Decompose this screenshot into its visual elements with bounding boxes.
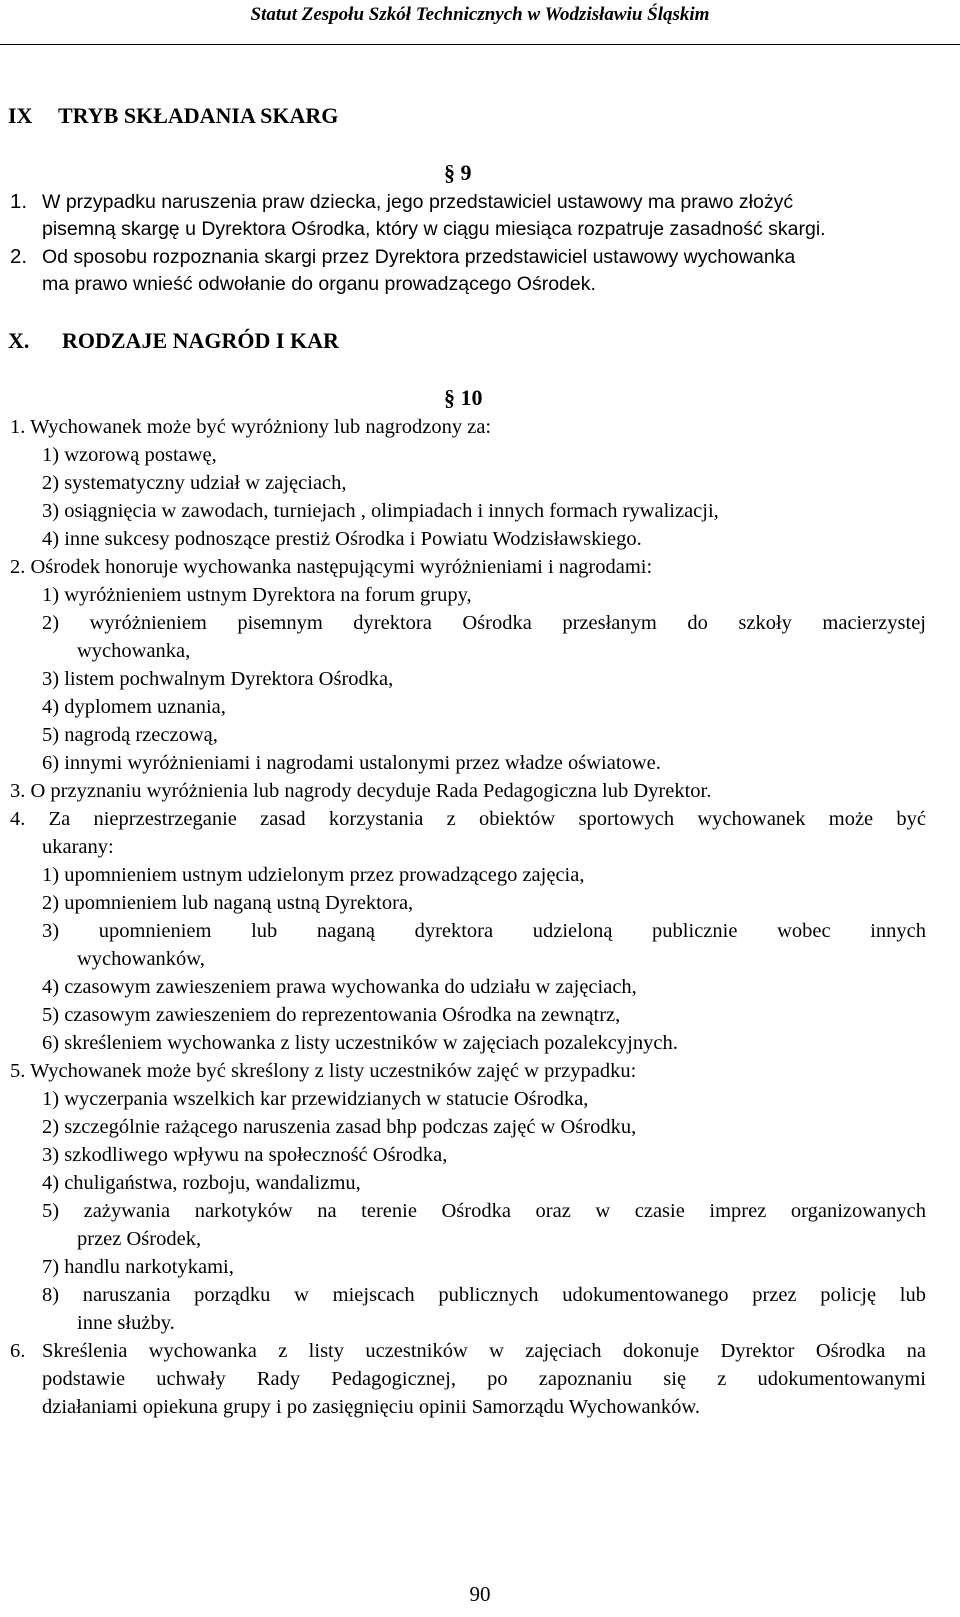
paragraph-10-sign: § 10 [444,385,483,410]
s10-item-5-sub-5: 5) zażywania narkotyków na terenie Ośrodka oraz w czasie imprez organizowanych [42,1200,926,1222]
s9-item-2-line-2: ma prawo wnieść odwołanie do organu prowadzącego Ośrodek. [42,273,596,295]
section-x-number: X. [8,328,30,353]
s9-item-1-line-2: pisemną skargę u Dyrektora Ośrodka, który w ciągu miesiąca rozpatruje zasadność skargi. [42,218,826,240]
s10-item-4: 4. Za nieprzestrzeganie zasad korzystania z obiektów sportowych wychowanek może być [10,808,926,830]
s9-item-1-number: 1. [10,190,28,213]
s10-item-6-line-2: podstawie uchwały Rady Pedagogicznej, po zapoznaniu się z udokumentowanymi [42,1368,926,1390]
s10-item-5-sub-8-cont: inne służby. [77,1312,175,1334]
s10-item-4-cont: ukarany: [42,836,114,858]
s10-item-6-number: 6. [10,1340,26,1362]
page-header: Statut Zespołu Szkół Technicznych w Wodzisławiu Śląskim [0,0,960,45]
s10-item-5-sub-3: 3) szkodliwego wpływu na społeczność Ośrodka, [42,1144,448,1166]
page-number: 90 [469,1582,491,1606]
s10-item-1: 1. Wychowanek może być wyróżniony lub nagrodzony za: [10,416,492,438]
s10-item-5-sub-1: 1) wyczerpania wszelkich kar przewidzianych w statucie Ośrodka, [42,1088,589,1110]
s10-item-5-sub-7: 7) handlu narkotykami, [42,1256,234,1278]
s10-item-6-line-3: działaniami opiekuna grupy i po zasięgnięciu opinii Samorządu Wychowanków. [42,1396,701,1418]
s10-item-4-sub-3-cont: wychowanków, [77,948,205,970]
s10-item-2-sub-2-cont: wychowanka, [77,640,191,662]
s10-item-5-sub-4: 4) chuligaństwa, rozboju, wandalizmu, [42,1172,361,1194]
s10-item-5: 5. Wychowanek może być skreślony z listy uczestników zajęć w przypadku: [10,1060,637,1082]
s10-item-4-sub-5: 5) czasowym zawieszeniem do reprezentowania Ośrodka na zewnątrz, [42,1004,621,1026]
s10-item-2: 2. Ośrodek honoruje wychowanka następującymi wyróżnieniami i nagrodami: [10,556,653,578]
s10-item-1-sub-2: 2) systematyczny udział w zajęciach, [42,472,347,494]
s10-item-5-sub-5-cont: przez Ośrodek, [77,1228,202,1250]
s10-item-4-sub-1: 1) upomnieniem ustnym udzielonym przez prowadzącego zajęcia, [42,864,585,886]
s10-item-4-sub-6: 6) skreśleniem wychowanka z listy uczestników w zajęciach pozalekcyjnych. [42,1032,678,1054]
s10-item-5-sub-2: 2) szczególnie rażącego naruszenia zasad bhp podczas zajęć w Ośrodku, [42,1116,637,1138]
section-x-title: RODZAJE NAGRÓD I KAR [62,328,339,353]
s10-item-1-sub-4: 4) inne sukcesy podnoszące prestiż Ośrodka i Powiatu Wodzisławskiego. [42,528,642,550]
s10-item-3: 3. O przyznaniu wyróżnienia lub nagrody decyduje Rada Pedagogiczna lub Dyrektor. [10,780,712,802]
s10-item-1-sub-3: 3) osiągnięcia w zawodach, turniejach , olimpiadach i innych formach rywalizacji, [42,500,719,522]
s10-item-2-sub-1: 1) wyróżnieniem ustnym Dyrektora na forum grupy, [42,584,472,606]
s10-item-2-sub-2: 2) wyróżnieniem pisemnym dyrektora Ośrodka przesłanym do szkoły macierzystej [42,612,926,634]
s10-item-2-sub-4: 4) dyplomem uznania, [42,696,226,718]
s10-item-6-line-1: Skreślenia wychowanka z listy uczestników w zajęciach dokonuje Dyrektor Ośrodka na [42,1340,926,1362]
s10-item-4-sub-3: 3) upomnieniem lub naganą dyrektora udzieloną publicznie wobec innych [42,920,926,942]
s10-item-1-sub-1: 1) wzorową postawę, [42,444,217,466]
s10-item-2-sub-6: 6) innymi wyróżnieniami i nagrodami ustalonymi przez władze oświatowe. [42,752,661,774]
section-ix-number: IX [8,103,33,128]
s10-item-4-sub-4: 4) czasowym zawieszeniem prawa wychowanka do udziału w zajęciach, [42,976,637,998]
section-ix-title: TRYB SKŁADANIA SKARG [58,103,339,128]
s10-item-2-sub-5: 5) nagrodą rzeczową, [42,724,218,746]
paragraph-9-sign: § 9 [444,160,472,185]
s10-item-4-sub-2: 2) upomnieniem lub naganą ustną Dyrektora, [42,892,414,914]
s10-item-5-sub-8: 8) naruszania porządku w miejscach publicznych udokumentowanego przez policję lub [42,1284,926,1306]
s10-item-2-sub-3: 3) listem pochwalnym Dyrektora Ośrodka, [42,668,394,690]
s9-item-1-line-1: W przypadku naruszenia praw dziecka, jego przedstawiciel ustawowy ma prawo złożyć [42,191,794,213]
s9-item-2-number: 2. [10,245,28,268]
s9-item-2-line-1: Od sposobu rozpoznania skargi przez Dyrektora przedstawiciel ustawowy wychowanka [42,246,796,268]
